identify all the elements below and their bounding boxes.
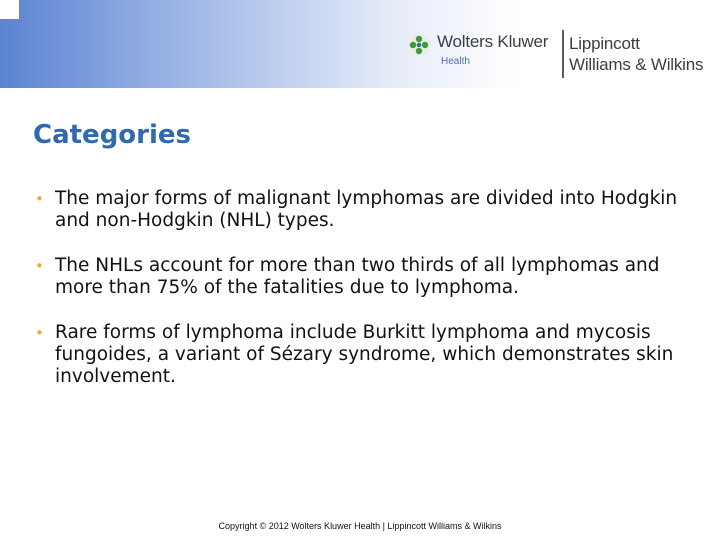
slide-title: Categories: [33, 120, 192, 150]
bullet-dot-icon: •: [35, 190, 44, 208]
bullet-item: [33, 188, 693, 232]
imprint-name-line2: Williams & Wilkins: [569, 55, 704, 74]
publisher-division: Health: [441, 56, 470, 67]
wolters-kluwer-logo-icon: [407, 33, 431, 57]
imprint-name-line1: Lippincott: [569, 34, 640, 53]
corner-square: [0, 0, 19, 19]
bullet-text: The major forms of malignant lymphomas are divided into Hodgkin and non-Hodgkin (NHL) types.: [55, 188, 678, 231]
publisher-logo: [407, 30, 717, 80]
copyright-footer: Copyright © 2012 Wolters Kluwer Health | Lippincott Williams & Wilkins: [218, 521, 502, 531]
bullet-text: The NHLs account for more than two thirds of all lymphomas and more than 75% of the fatalities due to lymphoma.: [55, 255, 660, 298]
bullet-item: [33, 255, 693, 299]
bullet-item: [33, 322, 693, 388]
bullet-text: Rare forms of lymphoma include Burkitt lymphoma and mycosis fungoides, a variant of Sézary syndrome, which demonstrates skin involvement.: [55, 322, 674, 387]
bullet-dot-icon: •: [35, 257, 44, 275]
header-fade: [0, 88, 720, 110]
bullet-list: [33, 188, 693, 411]
bullet-dot-icon: •: [35, 324, 44, 342]
logo-divider: [562, 30, 564, 78]
publisher-name: Wolters Kluwer: [437, 32, 549, 51]
